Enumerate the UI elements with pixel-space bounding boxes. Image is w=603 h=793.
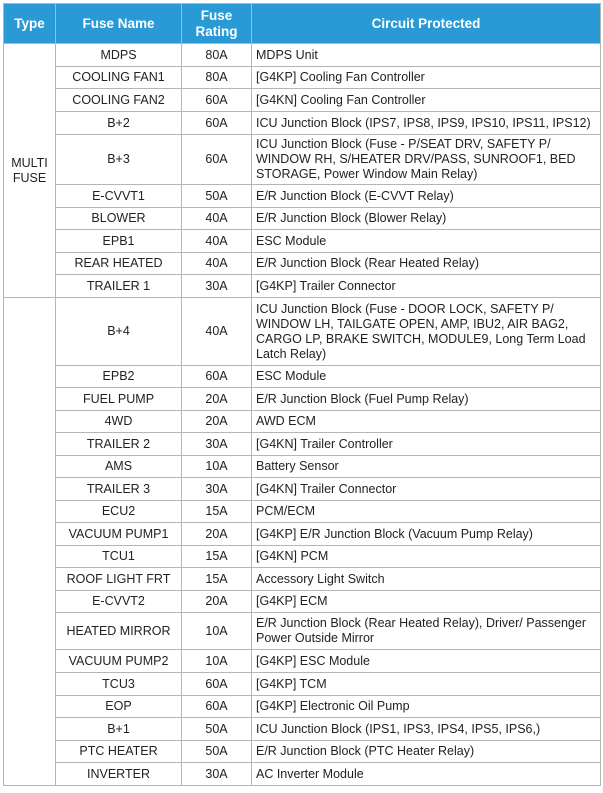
table-row — [4, 456, 601, 478]
fuse-name-cell: TRAILER 1 — [56, 275, 182, 298]
circuit-protected-cell: [G4KN] PCM — [252, 546, 601, 568]
table-row — [4, 112, 601, 135]
circuit-protected-cell: [G4KN] Trailer Connector — [252, 478, 601, 501]
header-type: Type — [4, 4, 56, 44]
fuse-rating-cell: 40A — [182, 230, 252, 253]
fuse-rating-cell: 80A — [182, 67, 252, 89]
circuit-protected-cell: [G4KN] Cooling Fan Controller — [252, 89, 601, 112]
table-row — [4, 298, 601, 366]
header-fuse-name: Fuse Name — [56, 4, 182, 44]
table-row — [4, 208, 601, 230]
type-cell — [4, 44, 56, 298]
circuit-protected-cell: E/R Junction Block (Blower Relay) — [252, 208, 601, 230]
fuse-name-cell: INVERTER — [56, 763, 182, 786]
fuse-name-cell: TCU1 — [56, 546, 182, 568]
fuse-rating-cell: 30A — [182, 763, 252, 786]
fuse-rating-cell: 30A — [182, 433, 252, 456]
fuse-name-cell: TRAILER 3 — [56, 478, 182, 501]
table-row — [4, 613, 601, 650]
fuse-name-cell: REAR HEATED — [56, 253, 182, 275]
table-row — [4, 673, 601, 696]
table-row — [4, 741, 601, 763]
table-row — [4, 546, 601, 568]
fuse-rating-cell: 50A — [182, 741, 252, 763]
fuse-rating-cell: 30A — [182, 478, 252, 501]
table-row — [4, 718, 601, 741]
fuse-name-cell: EPB1 — [56, 230, 182, 253]
fuse-name-cell: TRAILER 2 — [56, 433, 182, 456]
fuse-name-cell: COOLING FAN1 — [56, 67, 182, 89]
type-cell — [4, 298, 56, 786]
table-row — [4, 433, 601, 456]
circuit-protected-cell: [G4KP] ESC Module — [252, 650, 601, 673]
fuse-rating-cell: 50A — [182, 718, 252, 741]
circuit-protected-cell: [G4KP] Cooling Fan Controller — [252, 67, 601, 89]
circuit-protected-cell: ICU Junction Block (Fuse - DOOR LOCK, SAFETY P/ WINDOW LH, TAILGATE OPEN, AMP, IBU2, AIR BAG2, CARGO LP, BRAKE SWITCH, MODULE9, Long Term Load Latch Relay) — [252, 298, 601, 366]
fuse-rating-cell: 40A — [182, 253, 252, 275]
table-row — [4, 230, 601, 253]
table-row — [4, 568, 601, 591]
header-fuse-rating-line1: Fuse — [200, 7, 233, 23]
circuit-protected-cell: ICU Junction Block (Fuse - P/SEAT DRV, SAFETY P/ WINDOW RH, S/HEATER DRV/PASS, SUNROOF1, BED STORAGE, Power Window Main Relay) — [252, 135, 601, 185]
fuse-table — [3, 3, 601, 786]
circuit-protected-cell: E/R Junction Block (Rear Heated Relay) — [252, 253, 601, 275]
fuse-rating-cell: 15A — [182, 546, 252, 568]
circuit-protected-cell: ESC Module — [252, 366, 601, 388]
fuse-name-cell: VACUUM PUMP2 — [56, 650, 182, 673]
table-row — [4, 388, 601, 411]
circuit-protected-cell: [G4KP] ECM — [252, 591, 601, 613]
fuse-rating-cell: 20A — [182, 411, 252, 433]
table-row — [4, 253, 601, 275]
fuse-name-cell: E-CVVT2 — [56, 591, 182, 613]
fuse-name-cell: ECU2 — [56, 501, 182, 523]
fuse-name-cell: AMS — [56, 456, 182, 478]
circuit-protected-cell: [G4KP] Electronic Oil Pump — [252, 696, 601, 718]
circuit-protected-cell: [G4KP] Trailer Connector — [252, 275, 601, 298]
table-row — [4, 478, 601, 501]
table-row — [4, 523, 601, 546]
fuse-rating-cell: 60A — [182, 696, 252, 718]
circuit-protected-cell: ICU Junction Block (IPS1, IPS3, IPS4, IPS5, IPS6,) — [252, 718, 601, 741]
table-row — [4, 501, 601, 523]
fuse-rating-cell: 60A — [182, 366, 252, 388]
fuse-name-cell: FUEL PUMP — [56, 388, 182, 411]
fuse-rating-cell: 50A — [182, 185, 252, 208]
fuse-rating-cell: 15A — [182, 568, 252, 591]
fuse-rating-cell: 80A — [182, 44, 252, 67]
circuit-protected-cell: E/R Junction Block (Rear Heated Relay), Driver/ Passenger Power Outside Mirror — [252, 613, 601, 650]
table-row — [4, 44, 601, 67]
table-row — [4, 135, 601, 185]
circuit-protected-cell: AC Inverter Module — [252, 763, 601, 786]
circuit-protected-cell: [G4KN] Trailer Controller — [252, 433, 601, 456]
table-row — [4, 591, 601, 613]
table-header-row — [4, 4, 601, 44]
fuse-name-cell: HEATED MIRROR — [56, 613, 182, 650]
fuse-rating-cell: 10A — [182, 613, 252, 650]
fuse-rating-cell: 60A — [182, 89, 252, 112]
type-line-2: FUSE — [12, 170, 47, 185]
fuse-rating-cell: 40A — [182, 208, 252, 230]
fuse-name-cell: B+3 — [56, 135, 182, 185]
table-row — [4, 185, 601, 208]
header-fuse-rating — [182, 4, 252, 44]
fuse-name-cell: E-CVVT1 — [56, 185, 182, 208]
table-row — [4, 650, 601, 673]
fuse-table-container — [3, 3, 600, 786]
fuse-rating-cell: 40A — [182, 298, 252, 366]
fuse-rating-cell: 30A — [182, 275, 252, 298]
circuit-protected-cell: E/R Junction Block (E-CVVT Relay) — [252, 185, 601, 208]
table-row — [4, 89, 601, 112]
circuit-protected-cell: [G4KP] TCM — [252, 673, 601, 696]
fuse-name-cell: BLOWER — [56, 208, 182, 230]
circuit-protected-cell: PCM/ECM — [252, 501, 601, 523]
circuit-protected-cell: ESC Module — [252, 230, 601, 253]
table-body — [4, 44, 601, 786]
fuse-name-cell: ROOF LIGHT FRT — [56, 568, 182, 591]
fuse-name-cell: TCU3 — [56, 673, 182, 696]
fuse-name-cell: EPB2 — [56, 366, 182, 388]
fuse-rating-cell: 20A — [182, 523, 252, 546]
circuit-protected-cell: AWD ECM — [252, 411, 601, 433]
fuse-rating-cell: 60A — [182, 673, 252, 696]
fuse-name-cell: B+4 — [56, 298, 182, 366]
table-row — [4, 696, 601, 718]
circuit-protected-cell: E/R Junction Block (Fuel Pump Relay) — [252, 388, 601, 411]
fuse-name-cell: B+2 — [56, 112, 182, 135]
table-row — [4, 763, 601, 786]
table-row — [4, 366, 601, 388]
circuit-protected-cell: MDPS Unit — [252, 44, 601, 67]
fuse-name-cell: COOLING FAN2 — [56, 89, 182, 112]
fuse-name-cell: 4WD — [56, 411, 182, 433]
fuse-name-cell: PTC HEATER — [56, 741, 182, 763]
fuse-rating-cell: 10A — [182, 456, 252, 478]
fuse-rating-cell: 15A — [182, 501, 252, 523]
circuit-protected-cell: Battery Sensor — [252, 456, 601, 478]
fuse-rating-cell: 10A — [182, 650, 252, 673]
circuit-protected-cell: E/R Junction Block (PTC Heater Relay) — [252, 741, 601, 763]
type-line-1: MULTI — [11, 155, 48, 170]
table-row — [4, 411, 601, 433]
header-fuse-rating-line2: Rating — [195, 23, 238, 39]
table-row — [4, 67, 601, 89]
circuit-protected-cell: [G4KP] E/R Junction Block (Vacuum Pump Relay) — [252, 523, 601, 546]
table-row — [4, 275, 601, 298]
fuse-name-cell: B+1 — [56, 718, 182, 741]
fuse-rating-cell: 20A — [182, 388, 252, 411]
circuit-protected-cell: ICU Junction Block (IPS7, IPS8, IPS9, IPS10, IPS11, IPS12) — [252, 112, 601, 135]
fuse-rating-cell: 60A — [182, 112, 252, 135]
header-circuit-protected: Circuit Protected — [252, 4, 601, 44]
circuit-protected-cell: Accessory Light Switch — [252, 568, 601, 591]
fuse-rating-cell: 60A — [182, 135, 252, 185]
fuse-name-cell: VACUUM PUMP1 — [56, 523, 182, 546]
fuse-name-cell: MDPS — [56, 44, 182, 67]
fuse-rating-cell: 20A — [182, 591, 252, 613]
fuse-name-cell: EOP — [56, 696, 182, 718]
